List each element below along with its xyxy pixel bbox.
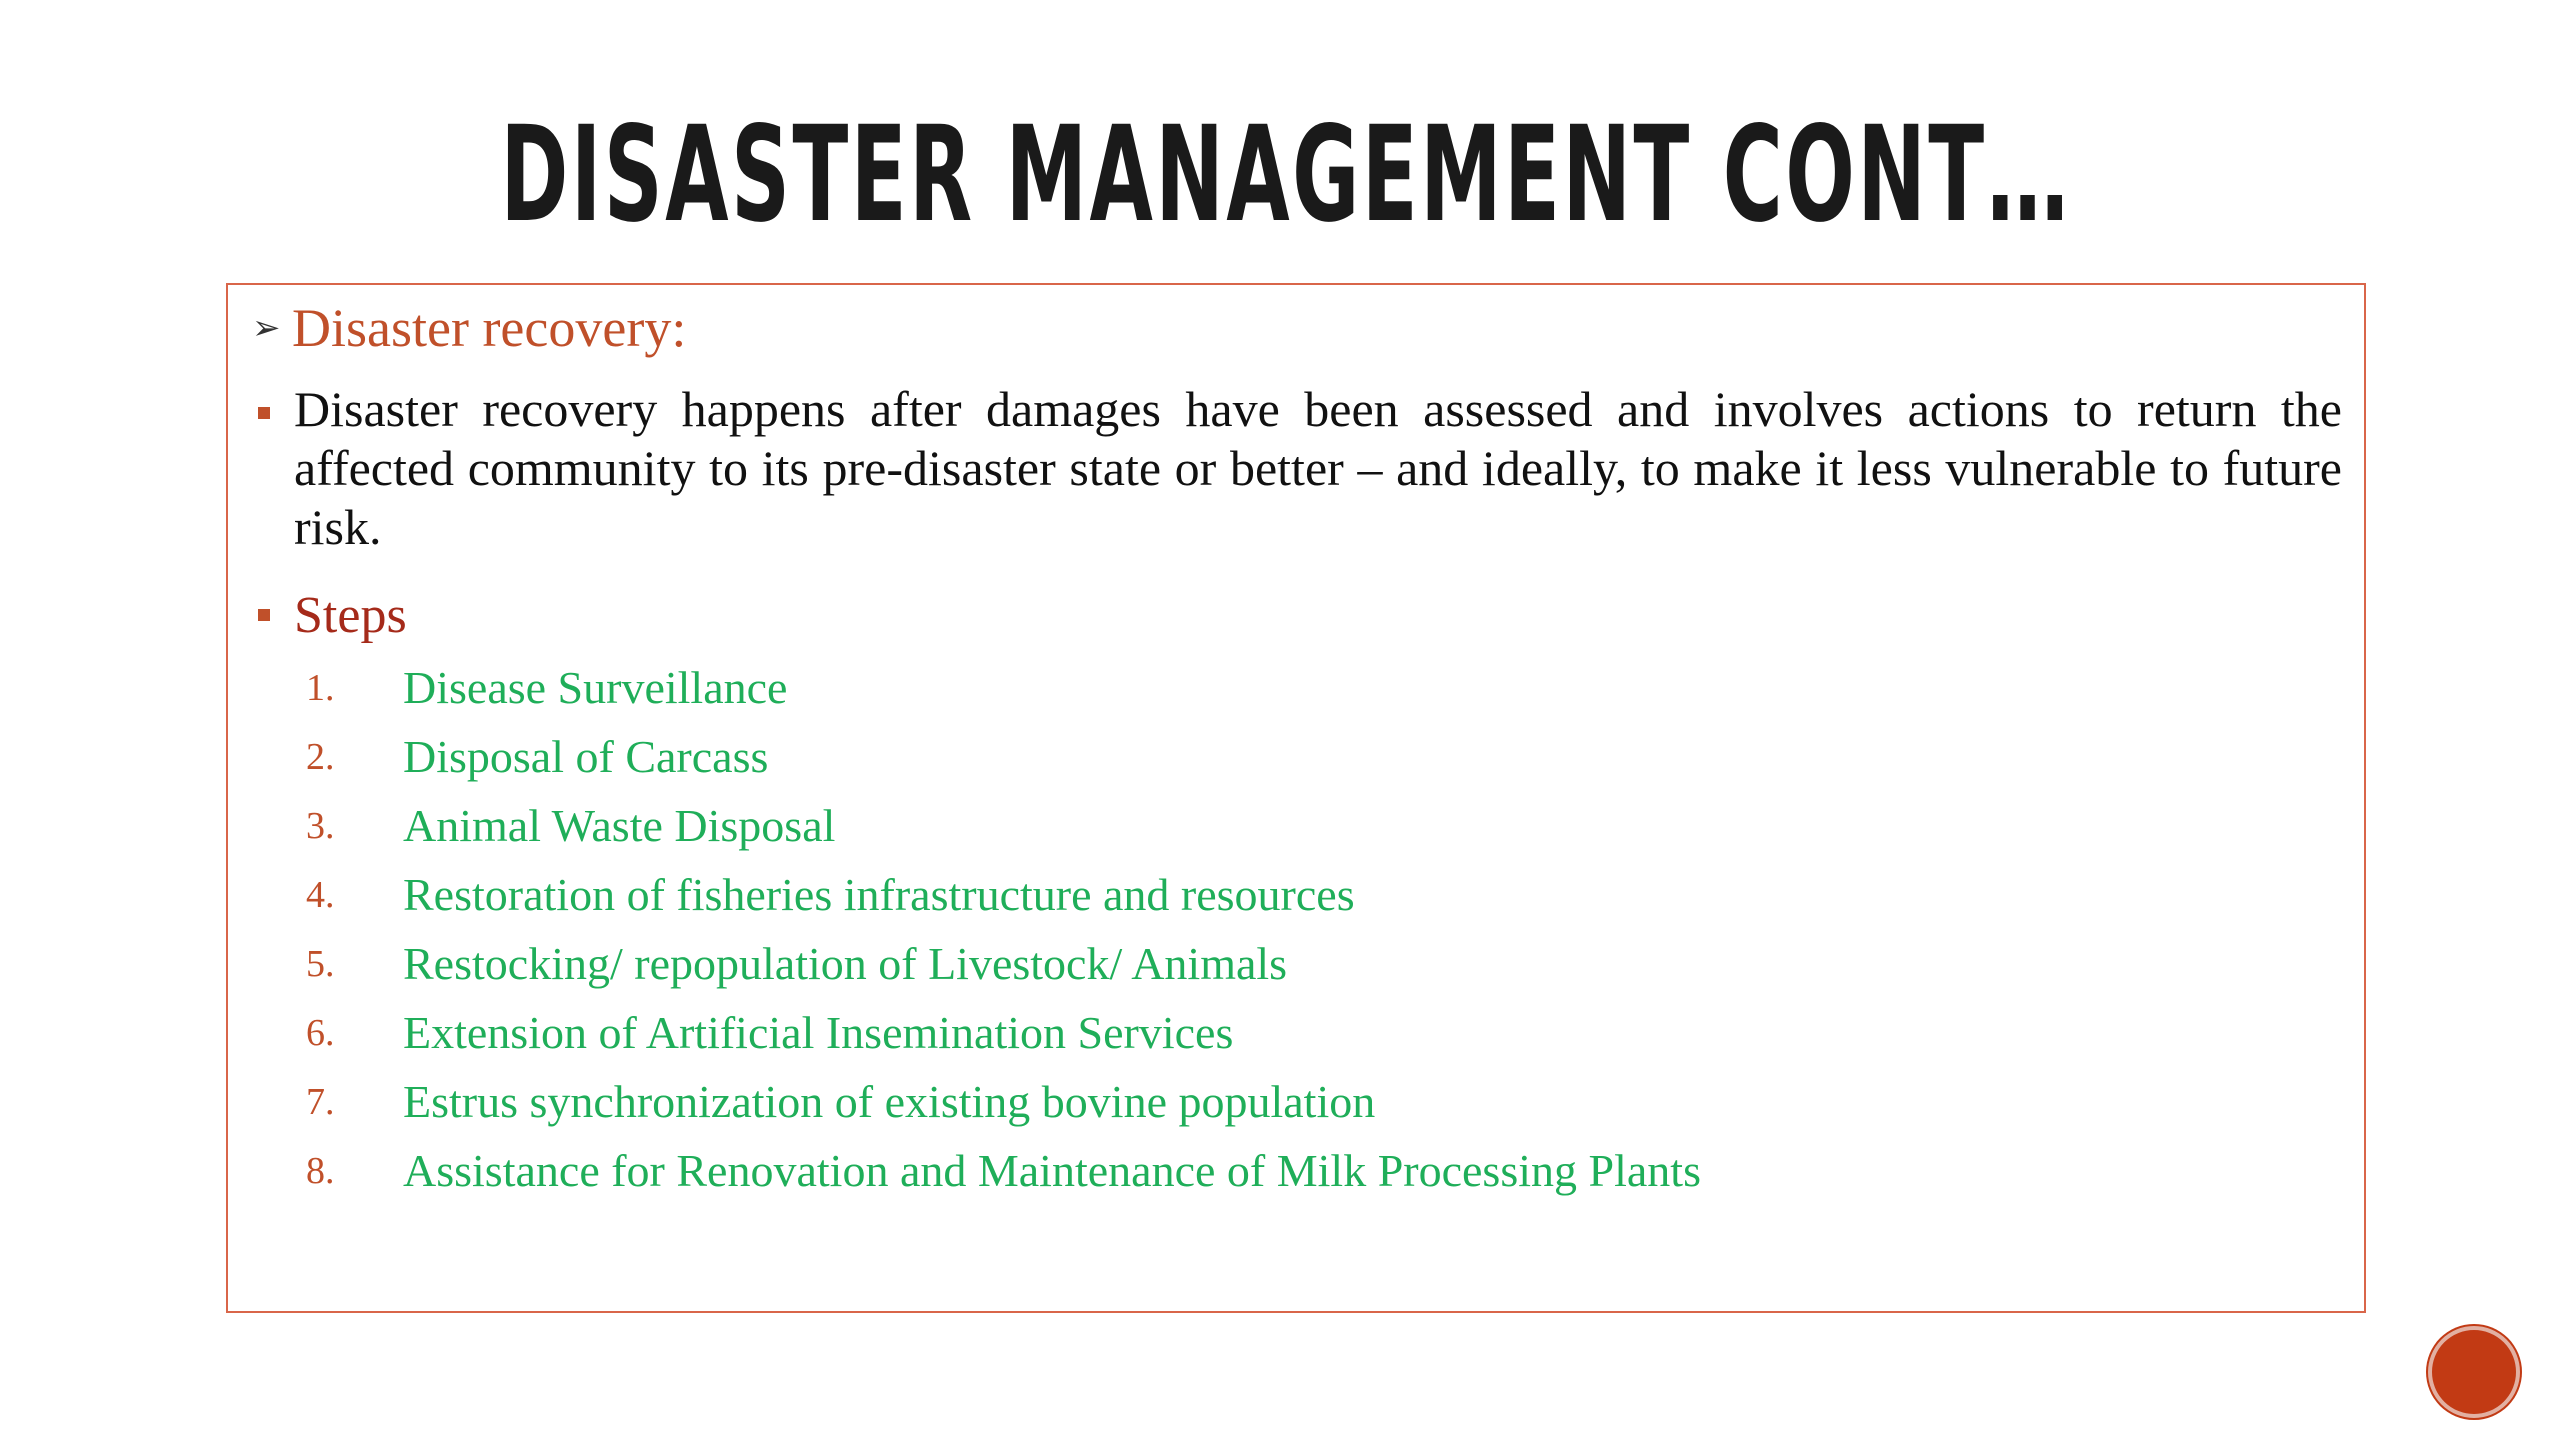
step-number: 6. — [306, 1011, 335, 1054]
step-text: Disease Surveillance — [403, 662, 788, 713]
steps-list — [228, 653, 2328, 1205]
paragraph-row — [252, 380, 2342, 557]
step-text: Restoration of fisheries infrastructure and resources — [403, 869, 1355, 920]
step-number: 8. — [306, 1149, 335, 1192]
square-bullet-icon — [258, 609, 270, 621]
step-number: 3. — [306, 804, 335, 847]
list-item — [228, 653, 2328, 722]
list-item — [228, 998, 2328, 1067]
step-text: Extension of Artificial Insemination Services — [403, 1007, 1234, 1058]
step-text: Estrus synchronization of existing bovine population — [403, 1076, 1376, 1127]
step-text: Disposal of Carcass — [403, 731, 769, 782]
step-number: 1. — [306, 666, 335, 709]
nav-circle-button[interactable] — [2428, 1326, 2520, 1418]
step-text: Restocking/ repopulation of Livestock/ Animals — [403, 938, 1288, 989]
list-item — [228, 1136, 2328, 1205]
step-number: 4. — [306, 873, 335, 916]
square-bullet-icon — [258, 407, 270, 419]
steps-heading-row — [252, 585, 407, 645]
step-number: 7. — [306, 1080, 335, 1123]
paragraph-text: Disaster recovery happens after damages have been assessed and involves actions to return the affected community to its pre-disaster state or better – and ideally, to make it less vulnerable to future risk. — [294, 381, 2342, 555]
section-heading: Disaster recovery: — [292, 298, 687, 358]
list-item — [228, 1067, 2328, 1136]
slide-title: DISASTER MANAGEMENT CONT… — [500, 98, 2071, 252]
step-text: Assistance for Renovation and Maintenance of Milk Processing Plants — [403, 1145, 1701, 1196]
step-number: 2. — [306, 735, 335, 778]
content-box — [226, 283, 2366, 1313]
steps-label: Steps — [294, 586, 407, 644]
list-item — [228, 722, 2328, 791]
list-item — [228, 929, 2328, 998]
section-heading-row — [252, 293, 686, 363]
arrow-right-icon: ➢ — [252, 308, 281, 348]
step-number: 5. — [306, 942, 335, 985]
step-text: Animal Waste Disposal — [403, 800, 836, 851]
list-item — [228, 860, 2328, 929]
list-item — [228, 791, 2328, 860]
